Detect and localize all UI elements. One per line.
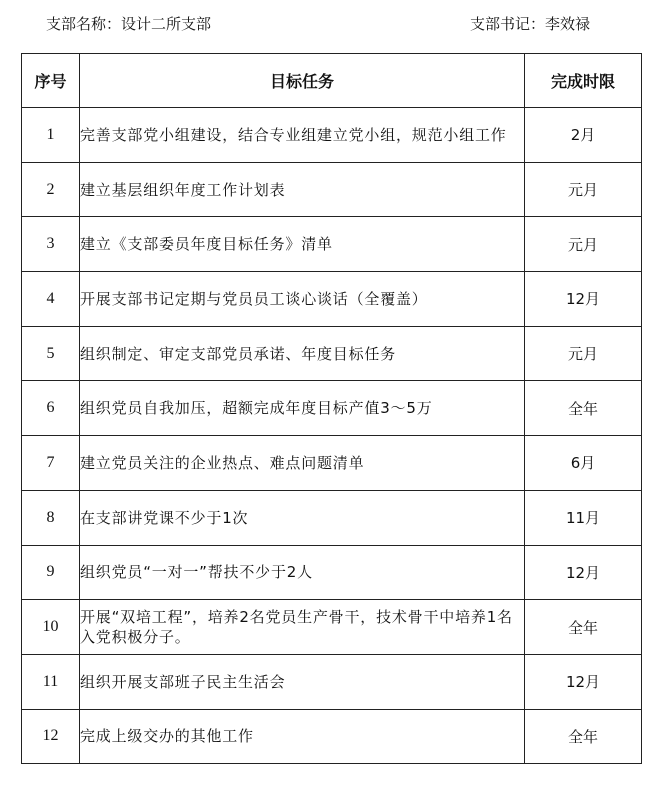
table-row [22,162,642,217]
row-number: 1 [22,108,80,163]
row-task: 开展“双培工程”，培养2名党员生产骨干，技术骨干中培养1名入党积极分子。 [80,600,525,655]
table-row [22,654,642,709]
table-row [22,326,642,381]
branch-name: 支部名称：设计二所支部 [46,15,212,33]
row-number: 8 [22,490,80,545]
row-task: 建立党员关注的企业热点、难点问题清单 [80,436,525,491]
row-task: 建立基层组织年度工作计划表 [80,162,525,217]
row-deadline: 6月 [525,436,642,491]
row-task: 组织制定、审定支部党员承诺、年度目标任务 [80,326,525,381]
table-body [22,108,642,764]
branch-secretary: 支部书记：李效禄 [470,15,591,33]
row-deadline: 全年 [525,709,642,764]
table-row [22,436,642,491]
row-number: 9 [22,545,80,600]
row-number: 6 [22,381,80,436]
row-number: 7 [22,436,80,491]
table-row [22,217,642,272]
row-task: 组织党员自我加压，超额完成年度目标产值3～5万 [80,381,525,436]
row-number: 3 [22,217,80,272]
row-number: 10 [22,600,80,655]
table-header-row [22,54,642,108]
row-deadline: 12月 [525,545,642,600]
row-task: 完善支部党小组建设，结合专业组建立党小组，规范小组工作 [80,108,525,163]
row-deadline: 12月 [525,654,642,709]
row-task: 组织党员“一对一”帮扶不少于2人 [80,545,525,600]
row-number: 11 [22,654,80,709]
row-deadline: 11月 [525,490,642,545]
row-task: 建立《支部委员年度目标任务》清单 [80,217,525,272]
row-number: 2 [22,162,80,217]
table-row [22,545,642,600]
row-number: 4 [22,272,80,327]
row-deadline: 全年 [525,600,642,655]
row-number: 5 [22,326,80,381]
row-deadline: 元月 [525,326,642,381]
row-deadline: 全年 [525,381,642,436]
column-header-no: 序号 [22,54,80,108]
table-row [22,381,642,436]
table-row [22,709,642,764]
table-row [22,600,642,655]
row-deadline: 元月 [525,162,642,217]
row-number: 12 [22,709,80,764]
table-row [22,272,642,327]
table-row [22,108,642,163]
row-task: 组织开展支部班子民主生活会 [80,654,525,709]
target-task-table [21,53,642,764]
table-row [22,490,642,545]
column-header-deadline: 完成时限 [525,54,642,108]
row-deadline: 12月 [525,272,642,327]
row-task: 在支部讲党课不少于1次 [80,490,525,545]
row-task: 开展支部书记定期与党员员工谈心谈话（全覆盖） [80,272,525,327]
column-header-task: 目标任务 [80,54,525,108]
row-task: 完成上级交办的其他工作 [80,709,525,764]
row-deadline: 元月 [525,217,642,272]
row-deadline: 2月 [525,108,642,163]
